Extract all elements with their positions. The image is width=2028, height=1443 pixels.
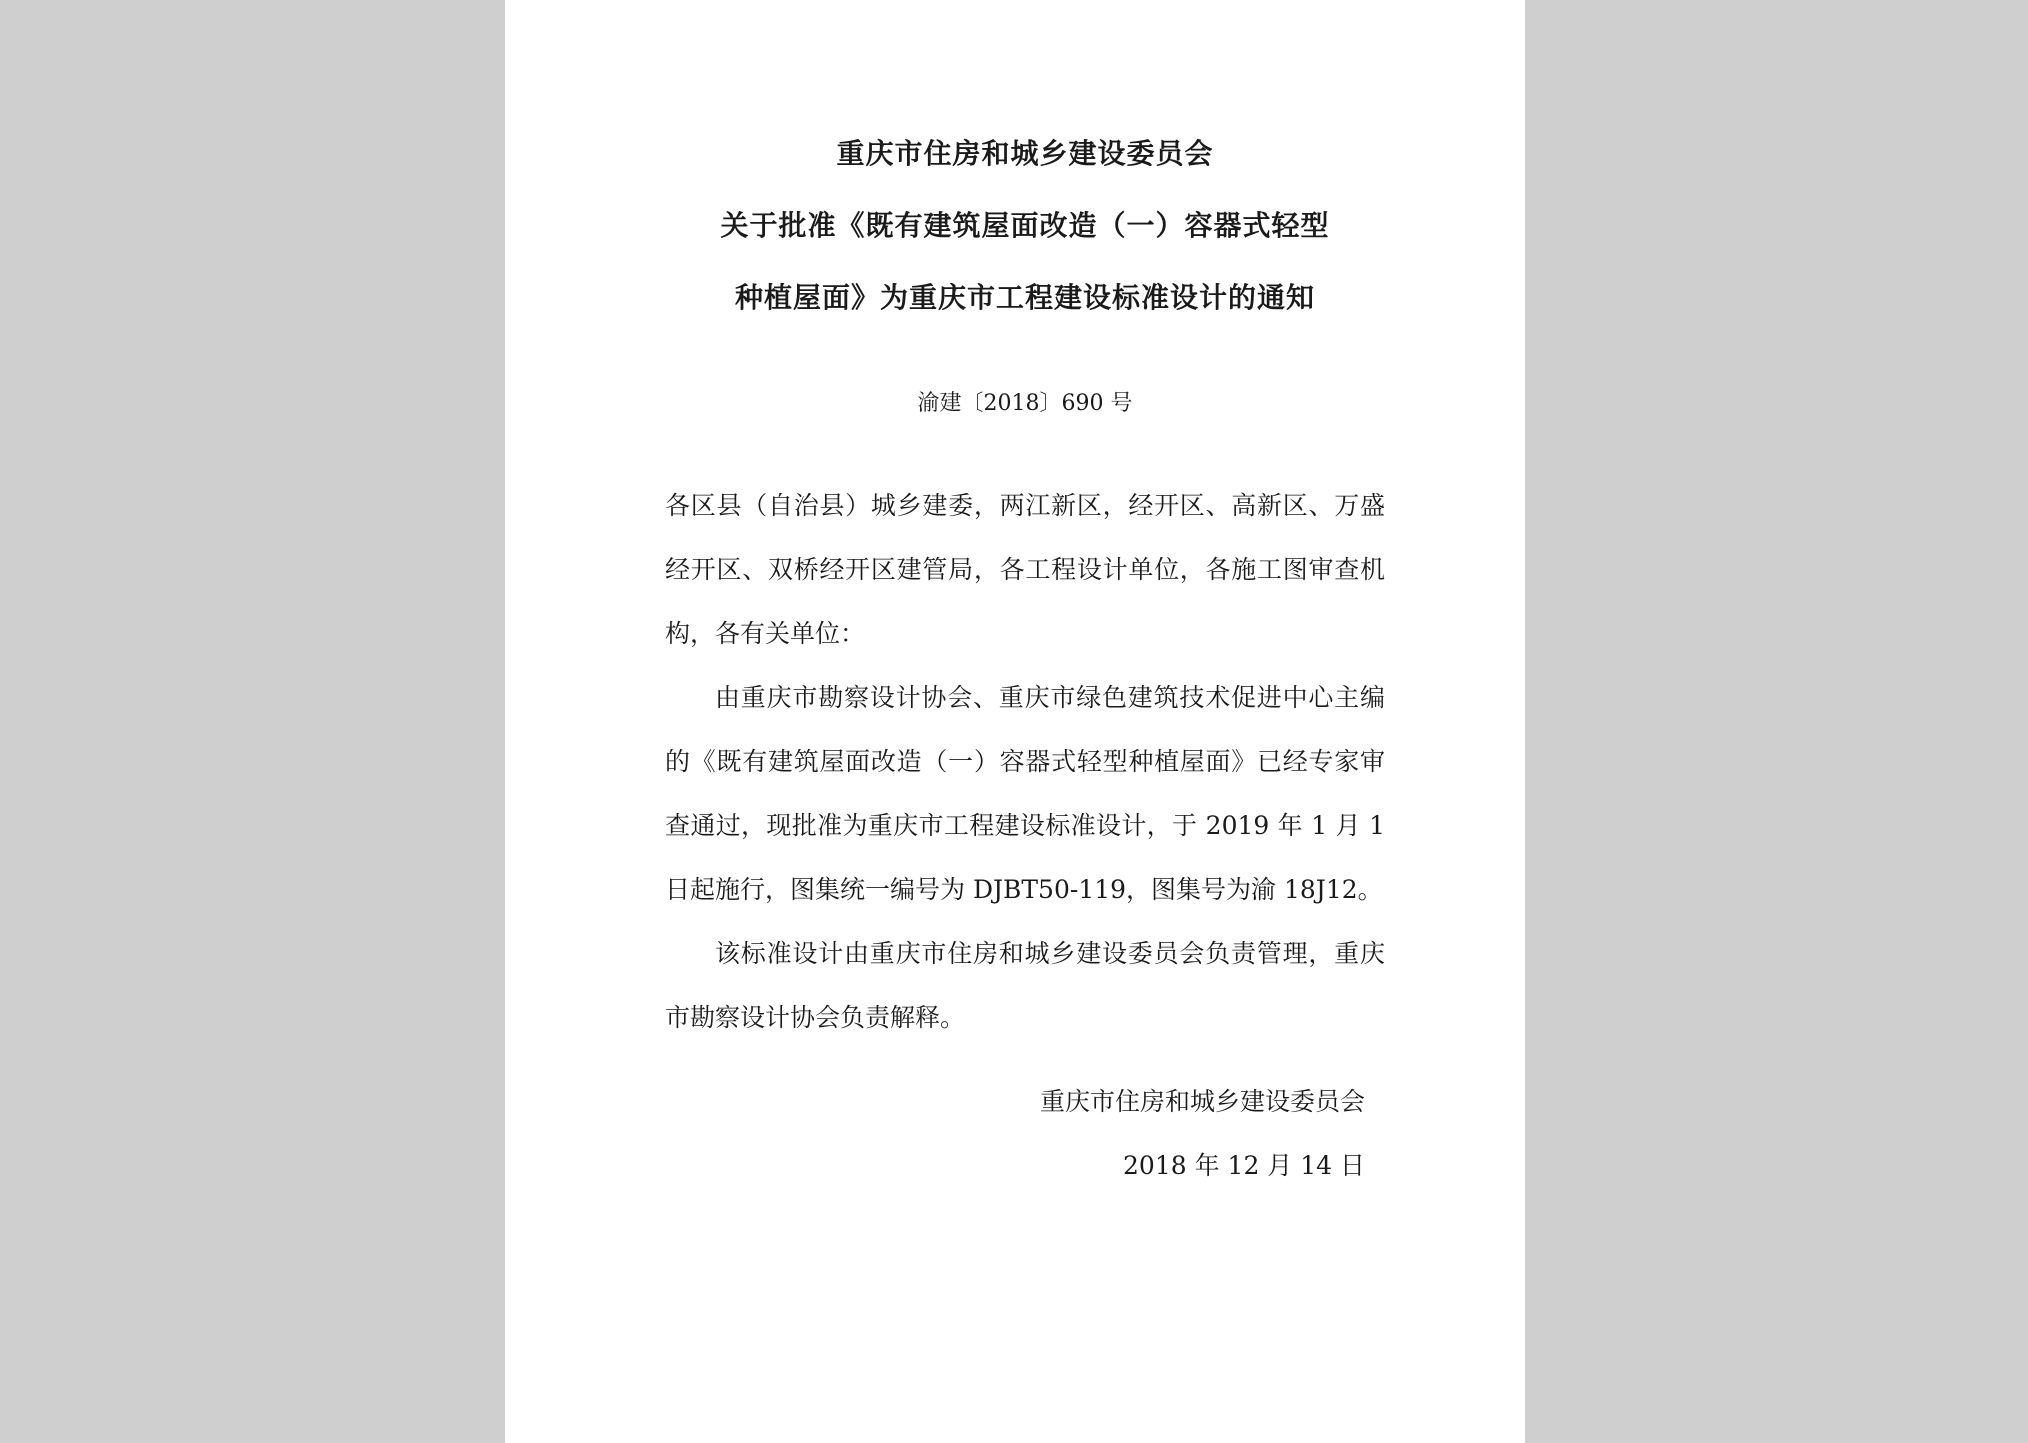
signature-date: 2018 年 12 月 14 日: [1123, 1151, 1365, 1180]
body-paragraph-1: 由重庆市勘察设计协会、重庆市绿色建筑技术促进中心主编的《既有建筑屋面改造（一）容器式轻型种植屋面》已经专家审查通过，现批准为重庆市工程建设标准设计，于 2019 年 1 月 1 日起施行，图集统一编号为 DJBT50-119，图集号为渝 18J12。: [665, 683, 1385, 904]
recipients-paragraph: 各区县（自治县）城乡建委，两江新区，经开区、高新区、万盛经开区、双桥经开区建管局，各工程设计单位，各施工图审查机构，各有关单位：: [665, 491, 1385, 648]
document-content: [665, 118, 1385, 1198]
body-paragraph-2: 该标准设计由重庆市住房和城乡建设委员会负责管理，重庆市勘察设计协会负责解释。: [665, 939, 1385, 1032]
document-number: 渝建〔2018〕690 号: [917, 391, 1133, 416]
signature-organization: 重庆市住房和城乡建设委员会: [1039, 1087, 1365, 1116]
title-line-1: 重庆市住房和城乡建设委员会: [836, 137, 1214, 170]
document-title: [665, 118, 1385, 334]
document-body: [665, 474, 1385, 1050]
document-page: [505, 0, 1525, 1443]
title-line-3: 种植屋面》为重庆市工程建设标准设计的通知: [734, 281, 1315, 314]
signature-block: [665, 1070, 1385, 1198]
title-line-2: 关于批准《既有建筑屋面改造（一）容器式轻型: [720, 209, 1330, 242]
